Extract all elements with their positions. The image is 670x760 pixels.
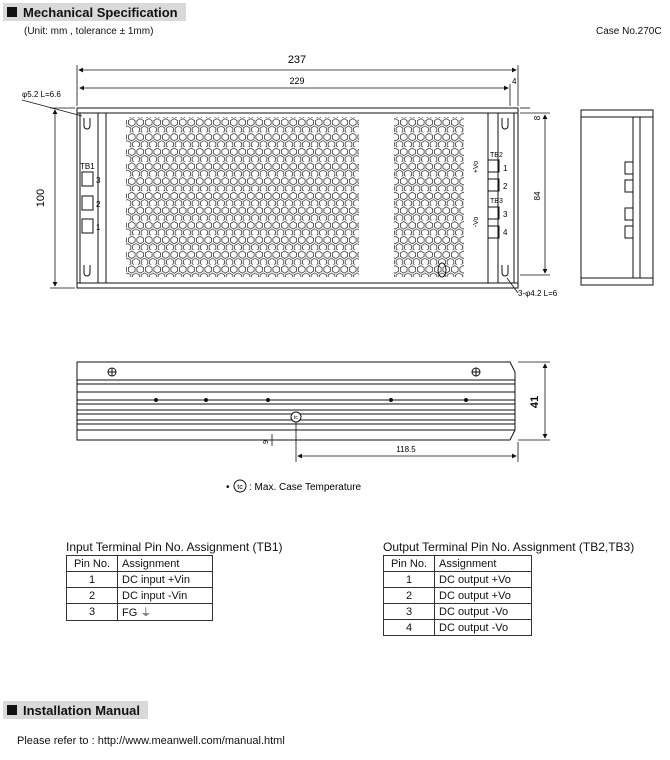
assignment-cell: DC output -Vo	[435, 620, 532, 636]
table-row	[384, 620, 532, 636]
table-row	[67, 588, 213, 604]
table-row	[384, 588, 532, 604]
pin-cell: 1	[384, 572, 435, 588]
dim-bottom-offset: 9	[263, 440, 270, 444]
header-assignment: Assignment	[435, 556, 532, 572]
plus-vo-label: +Vo	[473, 160, 480, 174]
tb1-pin-2: 2	[96, 200, 101, 209]
pin-cell: 1	[67, 572, 118, 588]
tb2-label: TB2	[490, 152, 503, 159]
dim-hole-span: 84	[533, 191, 542, 201]
output-table-title: Output Terminal Pin No. Assignment (TB2,TB3)	[383, 540, 635, 554]
tc-note-bullet: •	[226, 482, 230, 493]
assignment-cell: DC output -Vo	[435, 604, 532, 620]
tc-note-symbol: tc	[237, 484, 243, 491]
tb2-pin-2: 2	[503, 182, 508, 191]
input-pin-table	[66, 555, 213, 621]
table-row	[384, 572, 532, 588]
table-header-row	[67, 556, 213, 572]
dim-side-height: 41	[529, 395, 541, 409]
tc-marker: tc	[294, 415, 298, 421]
pin-cell: 3	[67, 604, 118, 621]
assignment-cell: DC input +Vin	[118, 572, 213, 588]
tb2-pin-1: 1	[503, 164, 508, 173]
header-pin-no: Pin No.	[384, 556, 435, 572]
installation-title: Installation Manual	[23, 702, 141, 718]
tc-note-text: : Max. Case Temperature	[249, 482, 362, 493]
tb1-pin-1: 1	[96, 223, 101, 232]
dim-right-offset: 4	[512, 77, 517, 86]
table-row	[384, 604, 532, 620]
unit-note: (Unit: mm , tolerance ± 1mm)	[24, 26, 154, 37]
manual-link-text[interactable]: Please refer to : http://www.meanwell.com/manual.html	[17, 735, 285, 747]
case-number: Case No.270C	[596, 26, 662, 37]
input-table-title: Input Terminal Pin No. Assignment (TB1)	[66, 540, 283, 554]
pin-cell: 4	[384, 620, 435, 636]
dim-tc-position: 118.5	[396, 445, 416, 454]
pin-cell: 2	[384, 588, 435, 604]
pin-cell: 2	[67, 588, 118, 604]
vent-area-left	[126, 117, 359, 277]
tb3-pin-3: 3	[503, 210, 508, 219]
assignment-cell: FG ⏚	[118, 604, 213, 621]
dim-overall-width: 237	[287, 54, 307, 66]
output-pin-table	[383, 555, 532, 636]
tb3-pin-4: 4	[503, 228, 508, 237]
mechanical-spec-title: Mechanical Specification	[23, 4, 178, 20]
header-pin-no: Pin No.	[67, 556, 118, 572]
tb1-label: TB1	[80, 162, 95, 171]
minus-vo-label: -Vo	[473, 216, 480, 228]
dim-hole-top: 8	[533, 115, 542, 121]
dim-inner-width: 229	[289, 76, 305, 86]
dim-height: 100	[35, 188, 47, 208]
assignment-cell: DC output +Vo	[435, 572, 532, 588]
installation-header	[3, 701, 148, 719]
pin-cell: 3	[384, 604, 435, 620]
tb1-pin-3: 3	[96, 176, 101, 185]
assignment-cell: DC input -Vin	[118, 588, 213, 604]
table-row	[67, 604, 213, 621]
hole-left-label: φ5.2 L=6.6	[22, 90, 61, 99]
header-assignment: Assignment	[118, 556, 213, 572]
tb3-label: TB3	[490, 198, 503, 205]
assignment-cell: DC output +Vo	[435, 588, 532, 604]
header-square-icon	[7, 705, 17, 715]
hole-right-label: 3-φ4.2 L=6	[518, 289, 558, 298]
table-row	[67, 572, 213, 588]
table-header-row	[384, 556, 532, 572]
vent-area-right	[394, 117, 464, 277]
